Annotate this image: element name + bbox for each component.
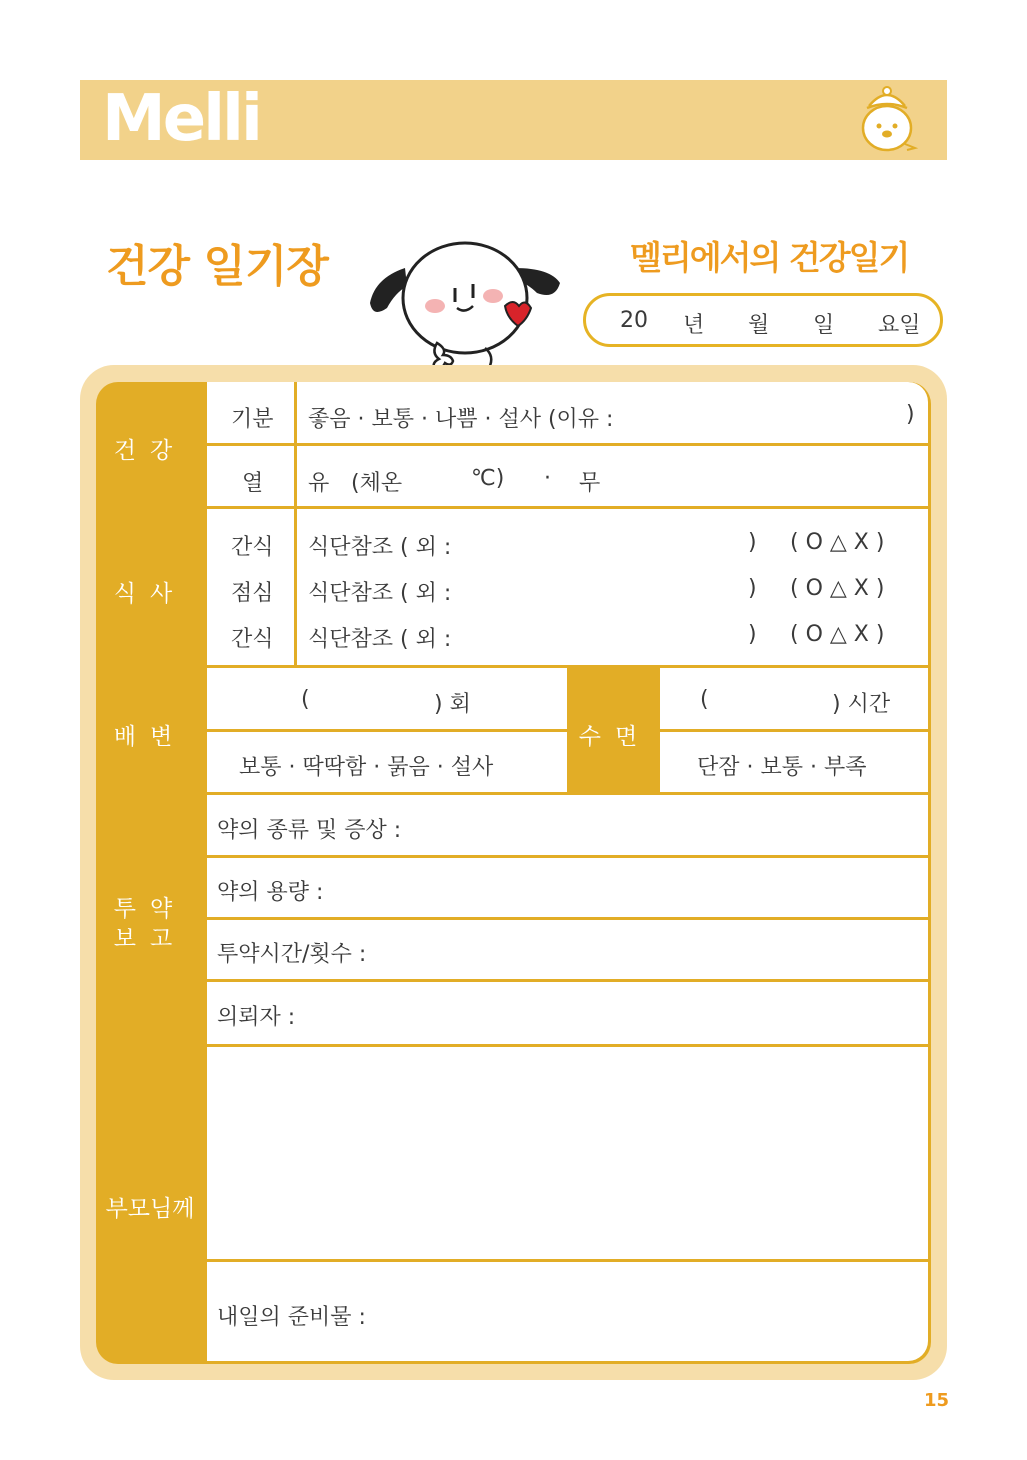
mood-options[interactable]: 좋음 · 보통 · 나쁨 · 설사 (이유 : [308,407,614,432]
category-parents: 부모님께 [105,1196,195,1222]
medication-time-field[interactable]: 투약시간/횟수 : [217,942,367,967]
fever-dot: · [544,466,551,491]
meal-row-text[interactable]: 식단참조 ( 외 : [308,581,452,606]
page-number: 15 [924,1390,950,1411]
mood-close: ) [906,402,915,427]
date-field[interactable] [583,293,943,347]
meal-row-close: ) [748,530,757,555]
sleep-hours-open: ( [700,687,709,712]
medication-dose-field[interactable]: 약의 용량 : [217,880,324,905]
meal-row-text[interactable]: 식단참조 ( 외 : [308,535,452,560]
category-health: 건강 [113,438,187,464]
meal-row-close: ) [748,576,757,601]
sleep-hours-close[interactable]: ) 시간 [832,692,891,717]
meal-row-label: 점심 [231,581,274,606]
category-sleep: 수면 [578,724,652,750]
meal-row-rating[interactable]: ( O △ X ) [790,622,885,647]
page-title: 건강 일기장 [106,241,328,292]
category-meal: 식사 [113,581,187,607]
meal-row-label: 간식 [231,535,274,560]
meal-row-label: 간식 [231,627,274,652]
bowel-count-open: ( [301,687,310,712]
fever-unit: ℃) [471,466,505,491]
category-medication-line1: 투약 [113,896,187,922]
medication-requester-field[interactable]: 의뢰자 : [217,1005,296,1030]
fever-label: 열 [242,471,264,496]
date-year-prefix: 20 [620,308,648,333]
parents-message-area[interactable] [210,1050,925,1259]
bowel-count-close[interactable]: ) 회 [434,692,471,717]
meal-row-rating[interactable]: ( O △ X ) [790,576,885,601]
page-subtitle: 멜리에서의 건강일기 [630,238,909,277]
date-weekday-label: 요일 [878,313,921,338]
fever-no[interactable]: 무 [579,471,601,496]
fever-yes[interactable]: 유 [308,471,330,496]
bear-face-icon [855,86,919,154]
date-month-label: 월 [748,313,770,338]
header-banner [80,80,947,160]
health-form [96,382,931,1364]
bowel-options[interactable]: 보통 · 딱딱함 · 묽음 · 설사 [239,755,494,780]
category-bowel: 배변 [113,724,187,750]
category-medication-line2: 보고 [113,926,187,952]
meal-row-rating[interactable]: ( O △ X ) [790,530,885,555]
meal-row-text[interactable]: 식단참조 ( 외 : [308,627,452,652]
medication-type-field[interactable]: 약의 종류 및 증상 : [217,818,402,843]
date-year-label: 년 [683,313,705,338]
date-day-label: 일 [813,313,835,338]
mood-label: 기분 [231,407,274,432]
sleep-options[interactable]: 단잠 · 보통 · 부족 [697,755,867,780]
meal-row-close: ) [748,622,757,647]
logo: Melli [102,82,260,156]
puppy-character-icon [365,238,565,378]
fever-temp[interactable]: (체온 [351,471,403,496]
prep-label[interactable]: 내일의 준비물 : [217,1305,366,1330]
